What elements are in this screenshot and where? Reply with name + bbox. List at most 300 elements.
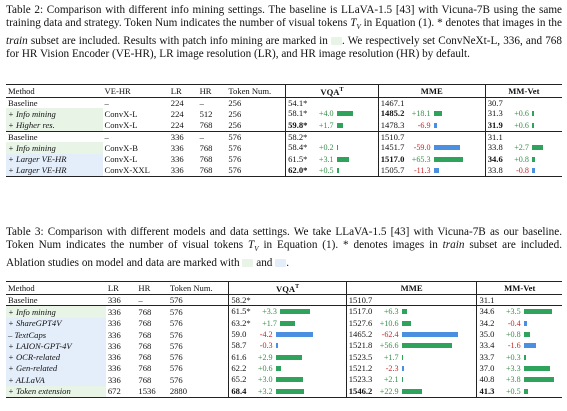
table3-caption <box>6 226 562 270</box>
lr-cell: 672 <box>106 386 137 398</box>
vqa-value: 58.2* <box>231 295 251 306</box>
delta-bar <box>402 377 404 382</box>
delta-bar <box>276 332 314 337</box>
mm-vet-cell <box>485 108 562 119</box>
header-token-num: Token Num. <box>168 282 229 295</box>
ve-hr-cell: ConvX-B <box>104 142 138 153</box>
delta-value: +3.3 <box>505 363 521 373</box>
lr-cell: 336 <box>107 363 121 374</box>
token-cell: 256 <box>228 120 242 131</box>
method-cell: Baseline <box>6 295 106 306</box>
vqa-cell <box>286 98 379 109</box>
delta-value: -0.4 <box>507 318 521 328</box>
delta-bar <box>532 157 535 162</box>
mme-cell <box>378 165 485 177</box>
delta-bar <box>524 366 550 371</box>
mm-vet-value: 34.2 <box>479 317 495 328</box>
hr-cell: 768 <box>138 306 152 317</box>
ve-hr-cell: ConvX-L <box>104 120 138 131</box>
caption-text: Comparison with different models and data settings. We take LLaVA-1.5 [43] with Vicuna-7B as our baseline. Token Num indicates the number of visual tokens <box>6 226 562 252</box>
token-cell: 576 <box>169 329 183 340</box>
table-row <box>6 142 562 153</box>
mme-value: 1510.7 <box>380 132 405 143</box>
lr-cell: 224 <box>170 108 184 119</box>
vqa-value: 62.0* <box>288 164 308 175</box>
delta-bar <box>402 321 412 326</box>
vqa-cell <box>229 363 346 374</box>
delta-bar <box>402 366 404 371</box>
delta-value: +0.5 <box>318 165 334 175</box>
mme-cell <box>346 352 477 363</box>
vqa-value: 65.2 <box>231 374 247 385</box>
delta-bar <box>434 111 442 116</box>
delta-value: +56.6 <box>379 341 399 351</box>
mm-vet-value: 30.7 <box>487 98 503 109</box>
caption-text: subset are included. Results with patch info mining are marked in <box>27 34 332 47</box>
delta-value: +3.1 <box>318 154 334 164</box>
delta-value: +0.6 <box>257 363 273 373</box>
table-row <box>6 306 562 318</box>
delta-value: +0.5 <box>505 386 521 396</box>
mme-value: 1465.2 <box>348 329 373 340</box>
delta-value: +1.7 <box>262 318 277 328</box>
mm-vet-value: 31.9 <box>487 119 503 130</box>
delta-value: +4.0 <box>318 109 334 119</box>
lr-cell: 336 <box>106 295 137 306</box>
hr-cell: 768 <box>138 352 152 363</box>
mme-cell <box>346 306 477 318</box>
mme-value: 1523.5 <box>348 351 373 362</box>
vqa-value: 59.0 <box>231 329 247 340</box>
mm-vet-value: 31.3 <box>487 108 503 119</box>
lr-cell: 336 <box>170 154 184 165</box>
delta-bar <box>434 145 461 150</box>
vqa-value: 58.4* <box>288 142 308 153</box>
token-cell: 2880 <box>168 386 229 398</box>
mme-cell <box>378 98 485 109</box>
blue-highlight-swatch <box>275 259 286 267</box>
method-cell: Baseline <box>6 132 103 143</box>
vqa-cell <box>229 386 346 398</box>
header-mm-vet: MM-Vet <box>477 282 562 295</box>
delta-bar <box>524 321 527 326</box>
mm-vet-value: 34.6 <box>479 306 495 317</box>
lr-cell: 224 <box>170 98 184 109</box>
delta-bar <box>337 145 339 150</box>
lr-cell: 336 <box>170 142 184 153</box>
lr-cell: 336 <box>107 318 121 329</box>
delta-value: +10.6 <box>379 318 399 328</box>
vqa-cell <box>229 374 346 385</box>
token-cell: 576 <box>168 295 229 306</box>
ve-hr-cell: ConvX-L <box>104 108 138 119</box>
header-token-num: Token Num. <box>226 85 285 98</box>
delta-value: -4.2 <box>259 330 273 340</box>
mme-value: 1467.1 <box>380 98 405 109</box>
delta-value: -2.3 <box>385 363 399 373</box>
token-cell: 576 <box>169 318 183 329</box>
vqa-cell <box>229 318 346 329</box>
lr-cell: 336 <box>107 340 121 351</box>
hr-cell: 768 <box>138 363 152 374</box>
caption-text: subset are included. Ablation studies on model and data are marked with <box>6 239 563 269</box>
token-cell: 576 <box>228 154 242 165</box>
method-cell: + Larger VE-HR <box>6 165 103 177</box>
token-cell: 576 <box>169 363 183 374</box>
method-cell: + ALLaVA <box>6 374 106 385</box>
header-hr: HR <box>198 85 227 98</box>
lr-cell: 336 <box>107 374 121 385</box>
delta-value: -0.8 <box>516 165 529 175</box>
table2 <box>6 84 562 177</box>
mme-cell <box>346 329 477 340</box>
mme-cell <box>346 363 477 374</box>
vqa-cell <box>229 306 346 318</box>
lr-cell: 336 <box>107 306 121 317</box>
header-vqa-cell <box>286 85 379 98</box>
table-row <box>6 340 562 351</box>
delta-bar <box>337 111 353 116</box>
hr-cell: – <box>198 132 227 143</box>
mm-vet-cell <box>485 120 562 132</box>
delta-value: +3.0 <box>257 375 273 385</box>
mm-vet-cell <box>477 374 562 385</box>
mme-cell <box>378 142 485 153</box>
mm-vet-cell <box>485 165 562 177</box>
mm-vet-value: 34.6 <box>487 153 503 164</box>
header-vqa-cell <box>229 282 346 295</box>
mm-vet-value: 41.3 <box>479 385 495 396</box>
table-row <box>6 352 562 363</box>
delta-value: -62.4 <box>381 330 399 340</box>
ve-hr-cell: – <box>103 132 169 143</box>
caption-subscript: V <box>254 245 259 254</box>
delta-value: -1.6 <box>507 341 521 351</box>
method-cell: + Info mining <box>6 108 103 119</box>
delta-value: +0.2 <box>318 143 334 153</box>
vqa-value: 61.6 <box>231 351 247 362</box>
delta-bar <box>524 389 528 394</box>
caption-symbol: T <box>350 17 357 30</box>
table-row <box>6 295 562 306</box>
header-mm-vet: MM-Vet <box>485 85 562 98</box>
mm-vet-cell <box>477 363 562 374</box>
mme-cell <box>346 386 477 398</box>
caption-text: in Equation (1). * denotes images in <box>258 239 443 252</box>
caption-subscript: V <box>356 23 361 32</box>
mme-cell <box>378 120 485 132</box>
delta-value: +22.9 <box>379 386 399 396</box>
hr-cell: – <box>199 98 204 109</box>
vqa-cell <box>286 108 379 119</box>
ve-hr-cell: ConvX-XXL <box>103 165 169 177</box>
vqa-cell <box>229 295 346 306</box>
caption-text: Comparison with different info mining settings. The baseline is LLaVA-1.5 [43] with Vicuna-7B using the same training data and strategy. Token Num indicates the number of visual tokens <box>6 4 562 30</box>
hr-cell: 768 <box>138 340 152 351</box>
delta-bar <box>532 168 535 173</box>
hr-cell: 768 <box>138 318 152 329</box>
mm-vet-cell <box>477 306 562 318</box>
table-row <box>6 120 562 132</box>
mme-cell <box>346 295 477 306</box>
table-row <box>6 165 562 177</box>
hr-cell: 768 <box>138 329 152 340</box>
token-cell: 256 <box>228 108 242 119</box>
vqa-cell <box>286 120 379 132</box>
method-cell: + Info mining <box>6 306 106 318</box>
table-row <box>6 98 562 109</box>
mme-value: 1521.8 <box>348 340 373 351</box>
mme-value: 1451.7 <box>380 142 405 153</box>
hr-cell: 768 <box>138 374 152 385</box>
mm-vet-cell <box>477 295 562 306</box>
mm-vet-cell <box>485 142 562 153</box>
table-row <box>6 386 562 398</box>
lr-cell: 336 <box>169 132 198 143</box>
table-row <box>6 132 562 143</box>
mme-value: 1505.7 <box>380 164 405 175</box>
delta-bar <box>402 309 408 314</box>
mme-cell <box>378 132 485 143</box>
delta-bar <box>276 355 302 360</box>
table3-caption-label: Table 3: <box>6 226 44 238</box>
mme-cell <box>346 318 477 329</box>
method-cell: + Token extension <box>6 386 106 398</box>
delta-value: +0.8 <box>514 154 529 164</box>
header-lr: LR <box>106 282 137 295</box>
caption-italic: train <box>6 34 28 47</box>
mme-cell <box>378 154 485 165</box>
delta-bar <box>524 309 552 314</box>
mm-vet-cell <box>485 154 562 165</box>
mm-vet-value: 33.7 <box>479 351 495 362</box>
header-hr: HR <box>136 282 167 295</box>
caption-text: and <box>253 256 276 269</box>
hr-cell: 512 <box>199 108 213 119</box>
vqa-cell <box>286 132 379 143</box>
delta-bar <box>276 389 305 394</box>
delta-value: +2.9 <box>257 352 273 362</box>
delta-bar <box>524 332 530 337</box>
mm-vet-value: 33.8 <box>487 164 503 175</box>
mme-value: 1517.0 <box>348 306 373 317</box>
vqa-cell <box>229 352 346 363</box>
lr-cell: 336 <box>107 329 121 340</box>
delta-bar <box>402 343 453 348</box>
delta-bar <box>402 332 458 337</box>
delta-value: +2.1 <box>383 375 399 385</box>
delta-value: +3.5 <box>505 307 521 317</box>
mm-vet-cell <box>477 352 562 363</box>
delta-bar <box>524 355 526 360</box>
delta-bar <box>276 343 279 348</box>
delta-bar <box>276 366 281 371</box>
table2-caption-label: Table 2: <box>6 4 44 16</box>
delta-bar <box>524 377 554 382</box>
vqa-value: 54.1* <box>288 98 308 109</box>
mm-vet-cell <box>485 98 562 109</box>
method-cell: + OCR-related <box>6 352 106 363</box>
vqa-value: 63.2* <box>231 317 251 328</box>
token-cell: 576 <box>169 340 183 351</box>
caption-symbol: T <box>248 239 255 252</box>
vqa-cell <box>229 329 346 340</box>
method-cell: + Info mining <box>6 142 103 153</box>
delta-value: +0.6 <box>514 109 529 119</box>
vqa-value: 58.7 <box>231 340 247 351</box>
lr-cell: 336 <box>107 352 121 363</box>
mme-value: 1527.6 <box>348 317 373 328</box>
method-cell: + Gen-related <box>6 363 106 374</box>
hr-cell: 1536 <box>136 386 167 398</box>
delta-value: +0.8 <box>505 330 521 340</box>
table-row <box>6 154 562 165</box>
token-cell: 576 <box>226 132 285 143</box>
delta-value: +0.6 <box>514 120 529 130</box>
delta-value: +3.8 <box>505 375 521 385</box>
table2-caption <box>6 4 562 61</box>
table-row <box>6 363 562 374</box>
token-cell: 576 <box>228 142 242 153</box>
token-cell: 576 <box>169 306 183 317</box>
vqa-value: 58.1* <box>288 108 308 119</box>
vqa-cell <box>286 154 379 165</box>
header-mme: MME <box>378 85 485 98</box>
delta-bar <box>434 157 463 162</box>
mm-vet-value: 35.0 <box>479 329 495 340</box>
delta-bar <box>532 111 534 116</box>
delta-value: +2.7 <box>514 143 529 153</box>
vqa-value: 59.8* <box>288 119 308 130</box>
mm-vet-value: 33.4 <box>479 340 495 351</box>
header-method: Method <box>6 282 106 295</box>
mme-cell <box>378 108 485 119</box>
delta-bar <box>402 355 404 360</box>
delta-bar <box>532 145 543 150</box>
delta-value: -11.3 <box>413 165 431 175</box>
mme-value: 1485.2 <box>380 108 405 119</box>
header-vqa: VQA <box>320 86 340 97</box>
token-cell: 576 <box>169 352 183 363</box>
mme-value: 1517.0 <box>380 153 405 164</box>
vqa-cell <box>286 142 379 153</box>
delta-bar <box>434 123 437 128</box>
delta-value: -59.0 <box>413 143 431 153</box>
lr-cell: 224 <box>170 120 184 131</box>
lr-cell: 336 <box>169 165 198 177</box>
token-cell: 576 <box>169 374 183 385</box>
header-method: Method <box>6 85 103 98</box>
method-cell: + Larger VE-HR <box>6 154 103 165</box>
delta-bar <box>337 157 349 162</box>
header-vqa-sup: T <box>295 284 300 290</box>
mm-vet-cell <box>477 340 562 351</box>
token-cell: 576 <box>226 165 285 177</box>
mme-value: 1510.7 <box>348 295 373 306</box>
mm-vet-value: 31.1 <box>487 132 503 143</box>
vqa-value: 61.5* <box>288 153 308 164</box>
delta-value: +1.7 <box>318 120 334 130</box>
delta-bar <box>524 343 537 348</box>
delta-bar <box>532 123 534 128</box>
table3 <box>6 281 562 398</box>
vqa-value: 62.2 <box>231 362 247 373</box>
mm-vet-cell <box>477 386 562 398</box>
delta-bar <box>276 377 303 382</box>
mm-vet-value: 33.8 <box>487 142 503 153</box>
delta-value: -6.9 <box>417 120 431 130</box>
delta-bar <box>280 321 295 326</box>
table-row <box>6 318 562 329</box>
delta-bar <box>337 123 344 128</box>
caption-text: . We respectively set ConvNeXt-L, 336, and 768 for HR Vision Encoder (VE-HR), LR image resolution (LR), and HR image resolution (HR) by default. <box>6 34 562 60</box>
delta-value: +18.1 <box>411 109 431 119</box>
delta-value: +6.3 <box>383 307 399 317</box>
green-highlight-swatch <box>242 259 253 267</box>
vqa-value: 68.4 <box>231 385 247 396</box>
ve-hr-cell: – <box>104 98 109 109</box>
mm-vet-value: 31.1 <box>479 295 495 306</box>
mme-cell <box>346 340 477 351</box>
mme-value: 1523.3 <box>348 374 373 385</box>
method-cell: Baseline <box>8 98 38 109</box>
method-cell: + LAION-GPT-4V <box>6 340 106 351</box>
delta-bar <box>280 309 310 314</box>
caption-italic: train <box>442 239 465 252</box>
header-vqa-sup: T <box>339 87 344 93</box>
caption-text: . <box>286 256 289 269</box>
delta-value: +65.3 <box>411 154 431 164</box>
mm-vet-value: 37.0 <box>479 362 495 373</box>
method-cell: – TextCaps <box>6 329 106 340</box>
hr-cell: 768 <box>199 142 213 153</box>
mme-cell <box>346 374 477 385</box>
mm-vet-cell <box>477 329 562 340</box>
delta-value: +1.7 <box>383 352 399 362</box>
mm-vet-cell <box>477 318 562 329</box>
header-ve-hr: VE-HR <box>103 85 169 98</box>
mme-value: 1546.2 <box>348 385 373 396</box>
header-vqa: VQA <box>275 283 296 294</box>
mm-vet-value: 40.8 <box>479 374 495 385</box>
hr-cell: – <box>136 295 167 306</box>
hr-cell: 768 <box>199 154 213 165</box>
method-cell: + Higher res. <box>6 120 103 132</box>
method-cell: + ShareGPT4V <box>6 318 106 329</box>
green-highlight-swatch <box>331 37 342 45</box>
vqa-value: 58.2* <box>288 132 308 143</box>
token-cell: 256 <box>228 98 242 109</box>
mme-value: 1478.3 <box>380 119 405 130</box>
header-lr: LR <box>169 85 198 98</box>
delta-bar <box>402 389 423 394</box>
vqa-cell <box>229 340 346 351</box>
mm-vet-cell <box>485 132 562 143</box>
table-row <box>6 329 562 340</box>
delta-bar <box>337 168 339 173</box>
delta-value: +3.3 <box>262 307 277 317</box>
mme-value: 1521.2 <box>348 362 373 373</box>
delta-value: -0.3 <box>259 341 273 351</box>
vqa-value: 61.5* <box>231 306 251 317</box>
table-row <box>6 374 562 385</box>
hr-cell: 768 <box>198 165 227 177</box>
delta-value: +3.2 <box>257 386 273 396</box>
caption-text: in Equation (1). * denotes that images in the <box>360 17 562 30</box>
vqa-cell <box>286 165 379 177</box>
header-mme: MME <box>346 282 477 295</box>
table-row <box>6 108 562 119</box>
